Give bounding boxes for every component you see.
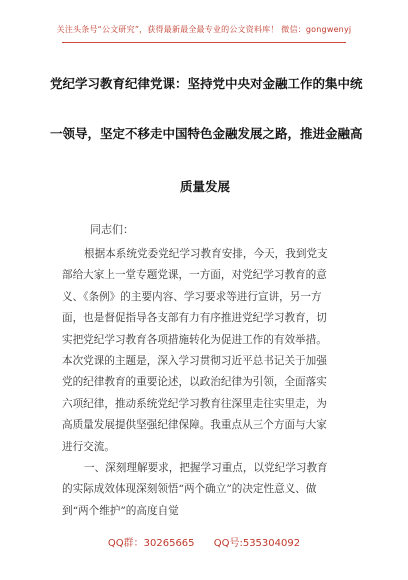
body-line: 到“两个维护”的高度自觉 <box>62 504 179 517</box>
header-divider <box>62 42 346 43</box>
body-line: 六项纪律，推动系统党纪学习教育往深里走往实里走，为 <box>62 397 327 410</box>
body-text <box>62 244 362 522</box>
promo-banner: 关注头条号“公文研究”，获得最新最全最专业的公文资料库！ 微信：gongwenyj <box>56 25 352 34</box>
section-heading: 一、深刻理解要求，把握学习重点，以党纪学习教育 <box>84 462 328 475</box>
title-line-2: 一领导，坚定不移走中国特色金融发展之路，推进金融高 <box>50 126 363 141</box>
body-line: 高质量发展提供坚强纪律保障。我重点从三个方面与大家 <box>62 419 327 432</box>
footer-contact <box>0 534 408 549</box>
title-line-3: 质量发展 <box>179 179 230 194</box>
body-line: 进行交流。 <box>62 440 115 453</box>
body-line: 本次党课的主题是，深入学习贯彻习近平总书记关于加强 <box>62 355 327 368</box>
body-line: 的实际成效体现深刻领悟“两个确立”的决定性意义、做 <box>62 483 317 496</box>
body-line: 义、《条例》的主要内容、学习要求等进行宣讲，另一方 <box>62 290 322 303</box>
body-line: 实把党纪学习教育各项措施转化为促进工作的有效举措。 <box>62 333 327 346</box>
qq-group: QQ群：30265665 <box>107 538 195 549</box>
body-line: 党的纪律教育的重要论述，以政治纪律为引领，全面落实 <box>62 376 327 389</box>
greeting: 同志们： <box>90 223 134 236</box>
body-line: 部给大家上一堂专题党课，一方面，对党纪学习教育的意 <box>62 269 327 282</box>
qq-number: QQ号:535304092 <box>213 538 301 549</box>
body-line: 面，也是督促指导各支部有力有序推进党纪学习教育，切 <box>62 312 327 325</box>
body-line: 根据本系统党委党纪学习教育安排，今天，我到党支 <box>84 248 328 260</box>
title-line-1: 党纪学习教育纪律党课：坚持党中央对金融工作的集中统 <box>50 76 363 91</box>
